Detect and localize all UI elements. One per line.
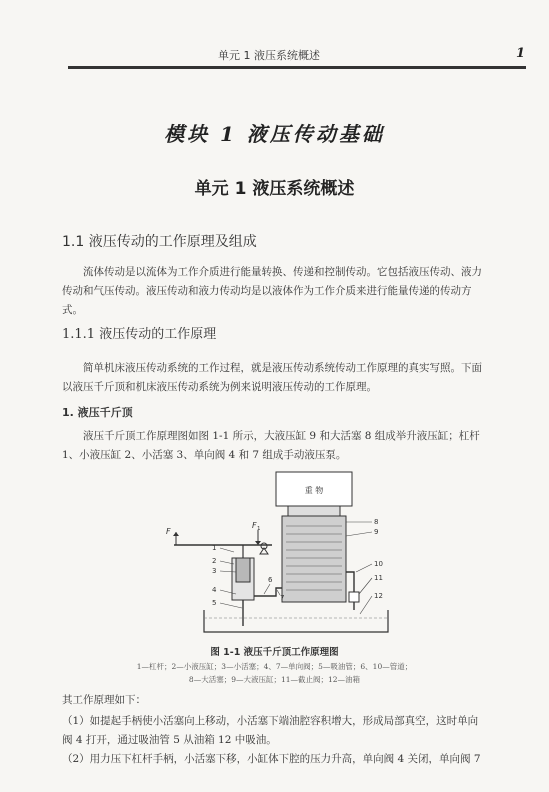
pipe-10 — [346, 572, 354, 610]
working-step-2: （2）用力压下杠杆手柄，小活塞下移，小缸体下腔的压力升高，单向阀 4 关闭，单向阀 7 — [62, 753, 481, 765]
part-number-10: 10 — [374, 560, 383, 568]
small-piston — [236, 558, 250, 582]
running-title: 单元 1 液压系统概述 — [218, 49, 320, 62]
part-number-1: 1 — [212, 544, 217, 552]
force-label: F — [166, 527, 171, 536]
large-piston — [288, 506, 340, 516]
section-heading: 1.1 液压传动的工作原理及组成 — [62, 234, 257, 250]
module-title: 模块 1 液压传动基础 — [164, 122, 385, 146]
subsection-paragraph: 简单机床液压传动系统的工作过程，就是液压传动系统传动工作原理的真实写照。下面以液压千斤顶和机床液压传动系统为例来说明液压传动的工作原理。 — [62, 362, 482, 393]
part-number-9: 9 — [374, 528, 379, 536]
working-step-1: （1）如提起手柄使小活塞向上移动，小活塞下端油腔容积增大，形成局部真空，这时单向阀 4 打开，通过吸油管 5 从油箱 12 中吸油。 — [62, 715, 479, 746]
part-number-5: 5 — [212, 599, 217, 607]
part-number-8: 8 — [374, 518, 379, 526]
part-number-4: 4 — [212, 586, 217, 594]
item-paragraph: 液压千斤顶工作原理图如图 1-1 所示，大液压缸 9 和大活塞 8 组成举升液压缸；杠杆 1、小液压缸 2、小活塞 3、单向阀 4 和 7 组成手动液压泵。 — [62, 430, 480, 461]
stop-valve-11 — [349, 592, 359, 602]
part-number-6: 6 — [268, 576, 273, 584]
header-rule — [68, 66, 526, 69]
part-number-7: 7 — [280, 594, 285, 602]
page-number: 1 — [516, 46, 526, 61]
part-number-11: 11 — [374, 574, 383, 582]
figure-legend-line-1: 1—杠杆；2—小液压缸；3—小活塞；4、7—单向阀；5—吸油管；6、10—管道； — [136, 662, 413, 671]
weight-label: 重 物 — [304, 486, 324, 495]
item-heading: 1. 液压千斤顶 — [62, 406, 133, 419]
force1-subscript: 1 — [257, 526, 261, 532]
unit-title: 单元 1 液压系统概述 — [194, 179, 355, 199]
figure-caption: 图 1-1 液压千斤顶工作原理图 — [210, 647, 339, 658]
section-paragraph: 流体传动是以流体为工作介质进行能量转换、传递和控制传动。它包括液压传动、液力传动和气压传动。液压传动和液力传动均是以液体作为工作介质来进行能量传递的传动方式。 — [62, 266, 482, 316]
large-cylinder — [282, 516, 346, 602]
figure-legend-line-2: 8—大活塞；9—大液压缸；11—截止阀；12—油箱 — [188, 675, 361, 684]
pipe-6 — [254, 588, 282, 596]
part-number-2: 2 — [212, 557, 217, 565]
working-intro: 其工作原理如下： — [62, 694, 146, 706]
force1-label: F — [252, 521, 257, 530]
part-number-3: 3 — [212, 567, 217, 575]
subsection-heading: 1.1.1 液压传动的工作原理 — [62, 327, 217, 342]
part-number-12: 12 — [374, 592, 383, 600]
hydraulic-jack-diagram — [160, 468, 400, 640]
